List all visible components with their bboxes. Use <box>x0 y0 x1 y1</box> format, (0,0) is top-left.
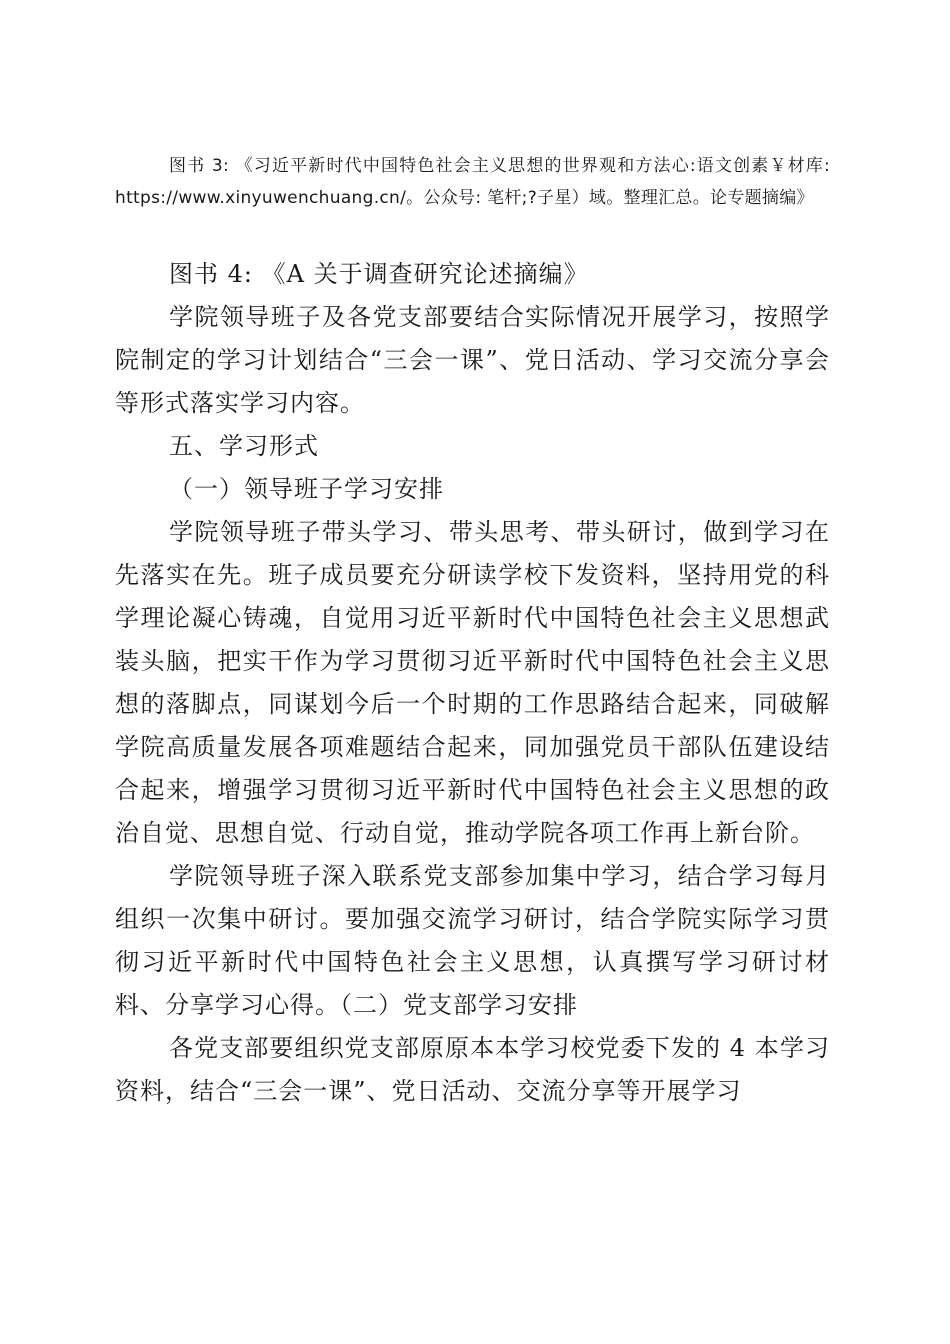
document-body <box>115 253 830 1113</box>
paragraph-branch-study: 各党支部要组织党支部原原本本学习校党委下发的 4 本学习资料，结合“三会一课”、党日活动、交流分享等开展学习 <box>115 1034 830 1105</box>
book-4-line: 图书 4: 《A 关于调查研究论述摘编》 <box>169 260 589 288</box>
subheading-leadership: （一）领导班子学习安排 <box>169 475 444 503</box>
book-3-note: 图书 3: 《习近平新时代中国特色社会主义思想的世界观和方法心:语文创素￥材库: https://www.xinyuwenchuang.cn/。公众号: 笔杆;?子星）域。整理汇总。论专题摘编》 <box>115 156 830 208</box>
paragraph-study-plan: 学院领导班子及各党支部要结合实际情况开展学习，按照学院制定的学习计划结合“三会一课”、党日活动、学习交流分享会等形式落实学习内容。 <box>115 303 830 417</box>
section-heading-5: 五、学习形式 <box>169 432 319 460</box>
paragraph-leadership-study: 学院领导班子带头学习、带头思考、带头研讨，做到学习在先落实在先。班子成员要充分研读学校下发资料，坚持用党的科学理论凝心铸魂，自觉用习近平新时代中国特色社会主义思想武装头脑，把实干作为学习贯彻习近平新时代中国特色社会主义思想的落脚点，同谋划今后一个时期的工作思路结合起来，同破解学院高质量发展各项难题结合起来，同加强党员干部队伍建设结合起来，增强学习贯彻习近平新时代中国特色社会主义思想的政治自觉、思想自觉、行动自觉，推动学院各项工作再上新台阶。 <box>115 518 830 847</box>
paragraph-leadership-branch: 学院领导班子深入联系党支部参加集中学习，结合学习每月组织一次集中研讨。要加强交流学习研讨，结合学院实际学习贯彻习近平新时代中国特色社会主义思想，认真撰写学习研讨材料、分享学习心得。（二）党支部学习安排 <box>115 862 830 1019</box>
